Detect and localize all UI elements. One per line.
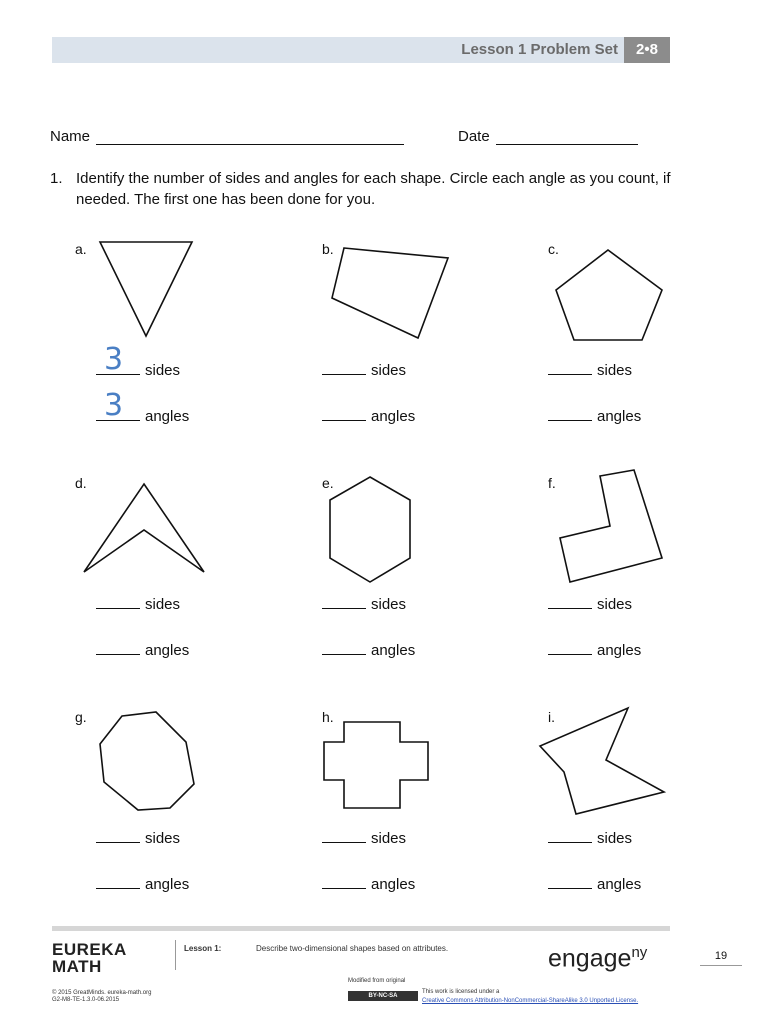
l-shape <box>552 466 670 588</box>
hexagon-shape <box>324 472 416 588</box>
eureka-math-logo: EUREKA MATH <box>52 940 127 976</box>
copyright: © 2015 GreatMinds. eureka-math.org G2-M8-TE-1.3.0-06.2015 <box>52 990 152 1003</box>
pentagon-shape <box>550 244 670 356</box>
header-title: Lesson 1 Problem Set <box>461 41 618 58</box>
footer-separator <box>175 940 176 970</box>
handwritten-answer: 3 <box>104 388 124 423</box>
answer-blank[interactable] <box>548 362 592 375</box>
problem-c-angles: angles <box>548 408 641 425</box>
creative-commons-icon: BY-NC-SA <box>348 991 418 1001</box>
lightning-shape <box>534 702 670 818</box>
answer-blank[interactable] <box>548 876 592 889</box>
problem-g-angles: angles <box>96 876 189 893</box>
problem-h-label: h. <box>322 709 334 725</box>
date-field[interactable] <box>458 128 638 145</box>
answer-blank[interactable] <box>548 830 592 843</box>
arrowhead-shape <box>78 478 210 578</box>
triangle-shape <box>90 234 200 344</box>
problem-i-angles: angles <box>548 876 641 893</box>
answer-blank[interactable] <box>96 642 140 655</box>
problem-c-sides: sides <box>548 362 632 379</box>
page-number: 19 <box>700 950 742 966</box>
answer-blank[interactable] <box>322 362 366 375</box>
name-label: Name <box>50 128 91 145</box>
problem-b-label: b. <box>322 241 334 257</box>
problem-e-sides: sides <box>322 596 406 613</box>
problem-a-label: a. <box>75 241 87 257</box>
problem-f-sides: sides <box>548 596 632 613</box>
answer-blank[interactable] <box>322 830 366 843</box>
engageny-logo: engage$^{ny}$ <box>548 944 648 973</box>
lesson-description: Describe two-dimensional shapes based on attributes. <box>256 944 449 953</box>
license-text: This work is licensed under a <box>422 989 500 995</box>
footer-divider <box>52 926 670 931</box>
answer-blank[interactable] <box>322 876 366 889</box>
handwritten-answer: 3 <box>104 342 124 377</box>
question-text: Identify the number of sides and angles for each shape. Circle each angle as you count, if needed. The first one has been done for you. <box>76 170 671 208</box>
cross-shape <box>318 716 434 816</box>
problem-b-angles: angles <box>322 408 415 425</box>
octagon-shape <box>94 708 200 814</box>
answer-blank[interactable] <box>322 642 366 655</box>
problem-e-angles: angles <box>322 642 415 659</box>
problem-f-angles: angles <box>548 642 641 659</box>
answer-blank[interactable] <box>96 342 140 377</box>
problem-g-label: g. <box>75 709 87 725</box>
answer-blank[interactable] <box>96 830 140 843</box>
problem-i-label: i. <box>548 709 555 725</box>
grade-code-badge: 2•8 <box>624 37 670 63</box>
name-rule[interactable] <box>96 130 404 145</box>
date-rule[interactable] <box>496 130 638 145</box>
problem-e-label: e. <box>322 475 334 491</box>
answer-blank[interactable] <box>548 408 592 421</box>
answer-blank[interactable] <box>96 596 140 609</box>
problem-d-label: d. <box>75 475 87 491</box>
problem-g-sides: sides <box>96 830 180 847</box>
answer-blank[interactable] <box>322 596 366 609</box>
answer-blank[interactable] <box>322 408 366 421</box>
problem-h-sides: sides <box>322 830 406 847</box>
modified-note: Modified from original <box>348 978 406 984</box>
problem-b-sides: sides <box>322 362 406 379</box>
quadrilateral-shape <box>326 240 456 350</box>
answer-blank[interactable] <box>548 596 592 609</box>
answer-blank[interactable] <box>96 876 140 889</box>
problem-a-sides: 3 sides <box>96 362 180 379</box>
problem-f-label: f. <box>548 475 556 491</box>
problem-i-sides: sides <box>548 830 632 847</box>
problem-d-sides: sides <box>96 596 180 613</box>
header-bar <box>52 37 670 63</box>
date-label: Date <box>458 128 490 145</box>
problem-d-angles: angles <box>96 642 189 659</box>
problem-h-angles: angles <box>322 876 415 893</box>
problem-a-angles: 3 angles <box>96 408 189 425</box>
license-link[interactable]: Creative Commons Attribution-NonCommercial-ShareAlike 3.0 Unported License. <box>422 998 639 1004</box>
lesson-label: Lesson 1: <box>184 944 222 953</box>
problem-c-label: c. <box>548 241 559 257</box>
name-field[interactable] <box>50 128 404 145</box>
answer-blank[interactable] <box>96 388 140 423</box>
question-number: 1. <box>50 170 63 187</box>
answer-blank[interactable] <box>548 642 592 655</box>
